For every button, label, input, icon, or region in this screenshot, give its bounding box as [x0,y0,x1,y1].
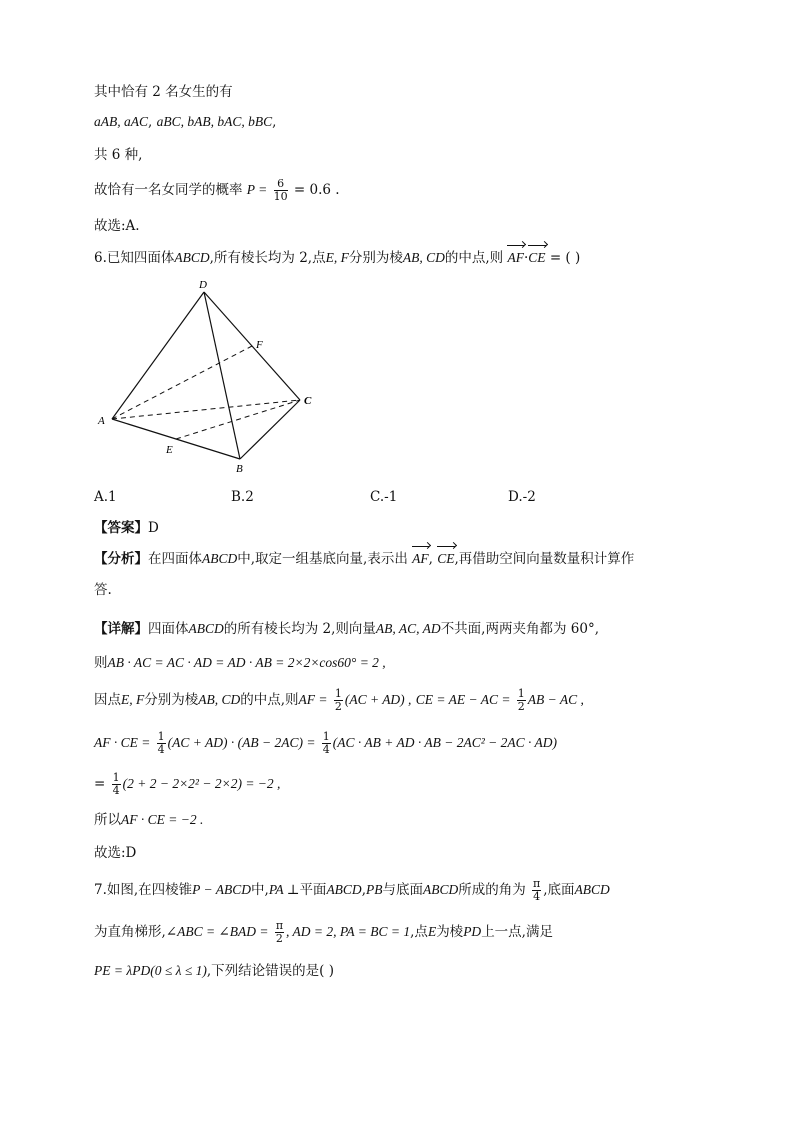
q7-line-1 [94,878,610,903]
t: ABCD [202,551,238,566]
q6-eq5 [94,810,203,830]
denominator: 2 [275,932,283,945]
edge-ac-hidden [112,400,300,419]
t: ABCD [574,882,610,897]
t: 所成的角为 [458,882,526,898]
q6-final [94,843,136,863]
label-a: A [98,415,105,427]
q6-eq3 [94,731,557,756]
t: ,所有棱长均为 2,点 [209,250,326,266]
tetrahedron-figure [90,276,330,476]
q6-analysis-cont [94,580,112,600]
t: ABCD [174,250,210,265]
t: 不共面,两两夹角都为 60°, [440,621,599,637]
t: 答. [94,582,112,598]
combos-a: aAB, aAC [94,114,148,129]
t: 为棱 [436,924,464,940]
prob-rhs: = 0.6 [293,182,331,198]
fraction-pi-4 [532,878,541,903]
intro-combos: aAB, aAC, aBC, bAB, bAC, bBC, [94,114,277,130]
option-b: B.2 [231,489,254,505]
t: ABCD [326,882,362,897]
answer-tag: 【答案】 [94,520,148,536]
q6-analysis [94,549,634,569]
t: 所以 [94,812,121,828]
text: 共 6 种, [94,147,143,163]
t: (2 + 2 − 2×2² − 2×2) = −2 , [122,776,281,791]
t: = [94,776,106,792]
t: (AC · AB + AD · AB − 2AC² − 2AC · AD) [332,735,558,750]
edge-db [204,292,240,459]
t: ABCD [422,882,459,897]
equation-5: AF · CE = −2 . [121,812,204,827]
combos-b: aBC, bAB, bAC, bBC [156,114,273,129]
t: ABCD [188,621,224,636]
t: , [428,551,433,567]
q6-eq1 [94,653,386,673]
t: 平面 [299,882,327,898]
t: 在四面体 [148,551,202,567]
prob-lhs: P = [246,182,268,197]
fraction-quarter-2 [322,731,331,756]
t: P − ABCD [192,882,252,897]
t: 7.如图,在四棱锥 [94,882,193,898]
numerator: 1 [334,687,342,700]
t: (AC + AD) · (AB − 2AC) = [167,735,316,750]
fraction-pi-2 [275,920,284,945]
t: AB, CD [198,692,241,707]
denominator: 2 [517,700,525,713]
denominator: 4 [157,743,165,756]
t: 的中点,则 [240,692,299,708]
q7-line-2 [94,920,553,945]
t: ,点 [410,924,428,940]
t: 上一点,满足 [481,924,553,940]
option-d: D.-2 [508,489,536,505]
t: (0 ≤ λ ≤ 1) [150,963,207,978]
label-d: D [199,279,207,291]
t: 的中点,则 [444,250,504,266]
q6-detail [94,619,599,639]
t: PD [463,924,482,939]
edge-ad [112,292,204,419]
vector-ce: CE [528,248,545,268]
t: 因点 [94,692,121,708]
intro-answer [94,216,140,236]
fraction-half [334,688,343,713]
t: 中, [251,882,269,898]
fraction-quarter [157,731,166,756]
label-c: C [304,395,312,407]
t: = ( ) [549,250,581,266]
numerator: 6 [274,178,288,191]
af-expr: AF = [298,692,328,707]
option-a: A.1 [94,489,117,505]
prob-fraction [274,178,288,203]
denominator: 4 [533,890,541,903]
numerator: 1 [517,687,525,700]
t: PB [365,882,383,897]
t: 与底面 [382,882,423,898]
numerator: 1 [322,730,330,743]
denominator: 10 [273,190,288,203]
answer-value: D [148,520,159,536]
t: 分别为棱 [144,692,199,708]
intro-probability: 故恰有一名女同学的概率 P = $\frac{6}{10}$ = 0.6 . [94,177,340,203]
q6-stem: 6.已知四面体ABCD,所有棱长均为 2,点E, F分别为棱AB, CD的中点,则 AF·CE = ( ) [94,250,581,266]
vectors-ab-ac-ad: AB, AC, AD [375,621,441,636]
t: 的所有棱长均为 2,则向量 [223,621,376,637]
t: 为直角梯形, [94,924,166,940]
analysis-tag: 【分析】 [94,551,148,567]
numerator: π [275,919,284,932]
text: 故选:A. [94,218,140,234]
text: 其中恰有 2 名女生的有 [94,84,233,100]
q6-answer [94,518,159,538]
label-b: B [236,463,243,475]
text: 故恰有一名女同学的概率 [94,182,243,198]
denominator: 2 [334,700,342,713]
t: 故选:D [94,845,137,861]
detail-tag: 【详解】 [94,621,148,637]
t: 中,取定一组基底向量,表示出 [237,551,408,567]
t: 6.已知四面体 [94,250,175,266]
fraction-quarter-3 [112,772,121,797]
segment-af [112,346,252,419]
q6-options [94,487,694,507]
fraction-half-2 [517,688,526,713]
t: PA ⊥ [268,882,300,897]
intro-line-1 [94,82,233,102]
numerator: 1 [112,771,120,784]
t: E, F [325,250,349,265]
t: , AD = 2, PA = BC = 1 [286,924,411,939]
equation-1: AB · AC = AC · AD = AD · AB = 2×2×cos60° = 2 , [107,655,386,670]
t: E, F [121,692,145,707]
t: 则 [94,655,108,671]
t: E [427,924,437,939]
numerator: π [533,877,541,890]
label-e: E [166,444,173,456]
t: ,底面 [543,882,575,898]
intro-count [94,145,142,165]
numerator: 1 [157,730,165,743]
edge-bc [240,400,300,459]
label-f: F [256,339,263,351]
t: ,再借助空间向量数量积计算作 [454,551,635,567]
t: AF · CE = [94,735,151,750]
vector-ce: CE [437,549,454,569]
denominator: 4 [322,743,330,756]
t: , [361,882,366,898]
option-c: C.-1 [370,489,398,505]
ce-expr: CE = AE − AC = [415,692,511,707]
t: AB, CD [402,250,445,265]
vector-af: AF [507,248,524,268]
q6-eq4 [94,772,280,797]
ce-expr-2: AB − AC , [527,692,584,707]
t: 分别为棱 [348,250,403,266]
t: ,下列结论错误的是( ) [206,963,334,979]
q7-line-3 [94,961,334,981]
af-expr-2: (AC + AD) , [344,692,412,707]
denominator: 4 [112,784,120,797]
t: 四面体 [148,621,189,637]
q6-eq2 [94,688,584,713]
t: PE = λPD [94,963,151,978]
vector-af: AF [412,549,429,569]
t: ∠ABC = ∠BAD = [165,924,269,939]
